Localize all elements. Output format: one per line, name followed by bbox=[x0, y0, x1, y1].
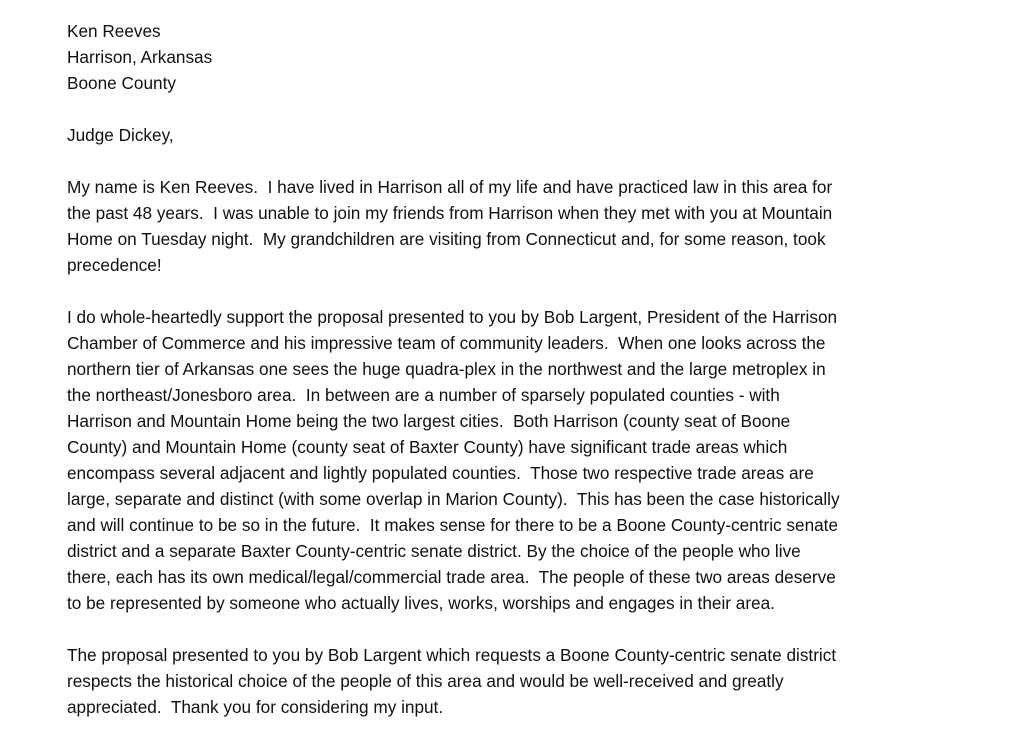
paragraph-line: precedence! bbox=[67, 255, 162, 275]
paragraph-line: northern tier of Arkansas one sees the huge quadra-plex in the northwest and the large metroplex in bbox=[67, 359, 826, 379]
paragraph-line: Chamber of Commerce and his impressive team of community leaders. When one looks across the bbox=[67, 333, 826, 353]
sender-county: Boone County bbox=[67, 73, 176, 93]
salutation: Judge Dickey, bbox=[67, 125, 174, 145]
paragraph-line: Home on Tuesday night. My grandchildren are visiting from Connecticut and, for some reason, took bbox=[67, 229, 826, 249]
paragraph-line: encompass several adjacent and lightly populated counties. Those two respective trade areas are bbox=[67, 463, 814, 483]
paragraph-3 bbox=[67, 642, 967, 720]
letter-body bbox=[67, 18, 967, 720]
spacer bbox=[67, 148, 967, 174]
paragraph-line: The proposal presented to you by Bob Largent which requests a Boone County-centric senate district bbox=[67, 645, 837, 665]
paragraph-line: respects the historical choice of the people of this area and would be well-received and greatly bbox=[67, 671, 784, 691]
sender-city-state: Harrison, Arkansas bbox=[67, 47, 213, 67]
paragraph-line: County) and Mountain Home (county seat of Baxter County) have significant trade areas which bbox=[67, 437, 788, 457]
paragraph-1 bbox=[67, 174, 967, 278]
paragraph-line: Harrison and Mountain Home being the two largest cities. Both Harrison (county seat of Boone bbox=[67, 411, 791, 431]
paragraph-line: the past 48 years. I was unable to join my friends from Harrison when they met with you at Mountain bbox=[67, 203, 833, 223]
sender-block bbox=[67, 18, 967, 96]
paragraph-line: My name is Ken Reeves. I have lived in Harrison all of my life and have practiced law in this area for bbox=[67, 177, 833, 197]
paragraph-line: to be represented by someone who actually lives, works, worships and engages in their area. bbox=[67, 593, 775, 613]
paragraph-line: large, separate and distinct (with some overlap in Marion County). This has been the case historically bbox=[67, 489, 840, 509]
paragraph-2 bbox=[67, 304, 967, 616]
paragraph-line: I do whole-heartedly support the proposal presented to you by Bob Largent, President of the Harrison bbox=[67, 307, 838, 327]
paragraph-line: and will continue to be so in the future. It makes sense for there to be a Boone County-centric senate bbox=[67, 515, 839, 535]
sender-name: Ken Reeves bbox=[67, 21, 161, 41]
spacer bbox=[67, 96, 967, 122]
paragraph-line: the northeast/Jonesboro area. In between are a number of sparsely populated counties - with bbox=[67, 385, 780, 405]
spacer bbox=[67, 278, 967, 304]
paragraph-line: there, each has its own medical/legal/commercial trade area. The people of these two areas deserve bbox=[67, 567, 836, 587]
paragraph-line: district and a separate Baxter County-centric senate district. By the choice of the people who live bbox=[67, 541, 801, 561]
spacer bbox=[67, 616, 967, 642]
paragraph-line: appreciated. Thank you for considering my input. bbox=[67, 697, 444, 717]
